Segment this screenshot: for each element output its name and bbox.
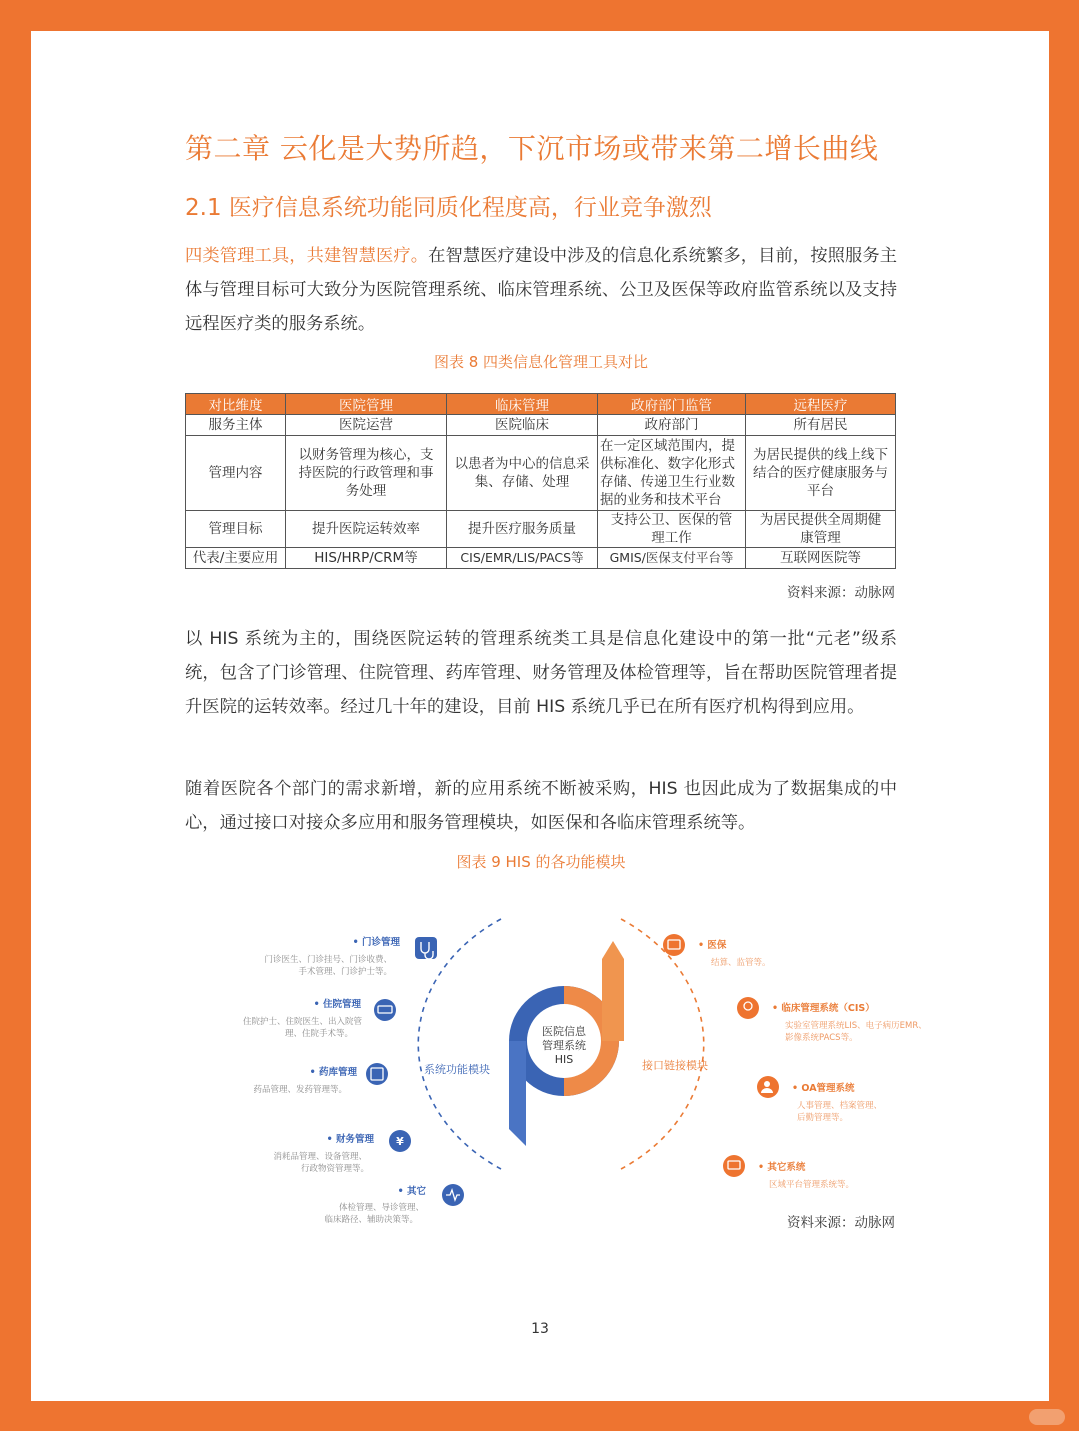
svg-text:实验室管理系统LIS、电子病历EMR、: 实验室管理系统LIS、电子病历EMR、 — [785, 1021, 927, 1031]
document-page — [31, 31, 1049, 1401]
left-item-other — [324, 1184, 464, 1225]
table-cell: 管理内容 — [186, 436, 286, 511]
table-header-cell: 对比维度 — [186, 394, 286, 415]
table-row — [186, 415, 896, 436]
table-cell: 支持公卫、医保的管理工作 — [598, 511, 746, 548]
svg-text:理、住院手术等。: 理、住院手术等。 — [284, 1029, 353, 1039]
table-row — [186, 548, 896, 569]
svg-text:区域平台管理系统等。: 区域平台管理系统等。 — [769, 1180, 855, 1190]
table-cell: HIS/HRP/CRM等 — [286, 548, 447, 569]
right-dashed-arc — [621, 919, 704, 1169]
svg-text:• 门诊管理: • 门诊管理 — [352, 937, 400, 948]
svg-text:体检管理、导诊管理、: 体检管理、导诊管理、 — [338, 1203, 424, 1213]
svg-text:手术管理、门诊护士等。: 手术管理、门诊护士等。 — [298, 967, 392, 977]
svg-text:影像系统PACS等。: 影像系统PACS等。 — [785, 1033, 858, 1043]
monitor-icon — [723, 1155, 745, 1177]
svg-text:结算、监管等。: 结算、监管等。 — [711, 958, 771, 968]
left-item-inpatient — [243, 998, 396, 1039]
center-line-2: 管理系统 — [542, 1039, 586, 1052]
svg-text:• 其它: • 其它 — [397, 1186, 426, 1197]
table-cell: 服务主体 — [186, 415, 286, 436]
table-row — [186, 511, 896, 548]
table-cell: 管理目标 — [186, 511, 286, 548]
left-item-outpatient — [264, 936, 437, 977]
table-cell: 在一定区域范围内，提供标准化、数字化形式存储、传递卫生行业数据的业务和技术平台 — [598, 436, 746, 511]
section-title: 2.1 医疗信息系统功能同质化程度高，行业竞争激烈 — [185, 195, 712, 221]
svg-text:• 财务管理: • 财务管理 — [326, 1134, 374, 1145]
figure-8-caption: 图表 8 四类信息化管理工具对比 — [433, 353, 649, 371]
paragraph-1-text: 在智慧医疗建设中涉及的信息化系统繁多，目前，按照服务主体与管理目标可大致分为医院管理系统、临床管理系统、公卫及医保等政府监管系统以及支持远程医疗类的服务系统。 — [185, 246, 897, 334]
left-module-label: 系统功能模块 — [424, 1063, 490, 1076]
svg-text:人事管理、档案管理、: 人事管理、档案管理、 — [797, 1101, 883, 1111]
paragraph-1-highlight: 四类管理工具，共建智慧医疗。 — [185, 246, 429, 266]
people-icon — [757, 1076, 779, 1098]
table-cell: 提升医院运转效率 — [286, 511, 447, 548]
svg-text:¥: ¥ — [396, 1135, 404, 1148]
right-module-label: 接口链接模块 — [642, 1059, 708, 1072]
table-cell: 所有居民 — [746, 415, 896, 436]
right-item-cis — [737, 997, 927, 1043]
paragraph-2: 以 HIS 系统为主的，围绕医院运转的管理系统类工具是信息化建设中的第一批“元老”级系统，包含了门诊管理、住院管理、药库管理、财务管理及体检管理等，旨在帮助医院管理者提升医院的运转效率。经过几十年的建设，目前 HIS 系统几乎已在所有医疗机构得到应用。 — [185, 629, 897, 717]
table-cell: 提升医疗服务质量 — [447, 511, 598, 548]
right-item-other-systems — [723, 1155, 854, 1190]
orange-tail — [602, 941, 624, 1041]
heart-monitor-icon — [442, 1184, 464, 1206]
paragraph-3: 随着医院各个部门的需求新增，新的应用系统不断被采购，HIS 也因此成为了数据集成的中心，通过接口对接众多应用和服务管理模块，如医保和各临床管理系统等。 — [185, 779, 897, 833]
hospital-bed-icon — [374, 999, 396, 1021]
svg-text:• 其它系统: • 其它系统 — [758, 1162, 806, 1173]
clinical-icon — [737, 997, 759, 1019]
table-cell: 以财务管理为核心，支持医院的行政管理和事务处理 — [286, 436, 447, 511]
svg-text:• 住院管理: • 住院管理 — [313, 999, 361, 1010]
svg-text:• OA管理系统: • OA管理系统 — [792, 1083, 855, 1094]
page-number: 13 — [531, 1321, 549, 1337]
table-cell: 医院临床 — [447, 415, 598, 436]
left-item-pharmacy — [253, 1063, 388, 1095]
table-cell: 政府部门 — [598, 415, 746, 436]
svg-text:消耗品管理、设备管理、: 消耗品管理、设备管理、 — [273, 1152, 367, 1162]
comparison-table — [185, 393, 896, 569]
paragraph-1 — [185, 239, 897, 341]
table-row — [186, 436, 896, 511]
table-cell: 代表/主要应用 — [186, 548, 286, 569]
right-item-oa — [757, 1076, 882, 1123]
table-header-cell: 远程医疗 — [746, 394, 896, 415]
table-cell: 以患者为中心的信息采集、存储、处理 — [447, 436, 598, 511]
table-header-cell: 临床管理 — [447, 394, 598, 415]
stethoscope-icon — [415, 937, 437, 959]
figure-9-source: 资料来源：动脉网 — [787, 1215, 895, 1231]
svg-text:行政物资管理等。: 行政物资管理等。 — [300, 1164, 369, 1174]
table-header-cell: 医院管理 — [286, 394, 447, 415]
figure-9-caption: 图表 9 HIS 的各功能模块 — [456, 853, 626, 871]
watermark-badge — [1029, 1409, 1065, 1425]
svg-text:门诊医生、门诊挂号、门诊收费、: 门诊医生、门诊挂号、门诊收费、 — [264, 955, 392, 965]
figure-8-source: 资料来源：动脉网 — [787, 585, 895, 601]
svg-text:临床路径、辅助决策等。: 临床路径、辅助决策等。 — [324, 1215, 418, 1225]
table-header-row — [186, 394, 896, 415]
center-line-1: 医院信息 — [542, 1025, 586, 1038]
medicine-icon — [366, 1063, 388, 1085]
insurance-card-icon — [663, 934, 685, 956]
table-cell: 互联网医院等 — [746, 548, 896, 569]
table-cell: 医院运营 — [286, 415, 447, 436]
center-line-3: HIS — [554, 1053, 574, 1066]
table-cell: 为居民提供全周期健康管理 — [746, 511, 896, 548]
svg-text:药品管理、发药管理等。: 药品管理、发药管理等。 — [253, 1085, 347, 1095]
blue-tail — [509, 1041, 526, 1146]
yuan-icon — [389, 1130, 411, 1152]
svg-text:• 临床管理系统（CIS）: • 临床管理系统（CIS） — [772, 1003, 875, 1014]
svg-text:• 医保: • 医保 — [698, 940, 727, 951]
svg-text:后勤管理等。: 后勤管理等。 — [797, 1113, 849, 1123]
table-cell: GMIS/医保支付平台等 — [598, 548, 746, 569]
table-cell: CIS/EMR/LIS/PACS等 — [447, 548, 598, 569]
svg-text:• 药库管理: • 药库管理 — [309, 1067, 357, 1078]
left-item-finance — [273, 1130, 411, 1174]
svg-text:住院护士、住院医生、出入院管: 住院护士、住院医生、出入院管 — [242, 1017, 362, 1027]
right-item-medical-insurance — [663, 934, 771, 968]
table-header-cell: 政府部门监管 — [598, 394, 746, 415]
table-cell: 为居民提供的线上线下结合的医疗健康服务与平台 — [746, 436, 896, 511]
chapter-title: 第二章 云化是大势所趋，下沉市场或带来第二增长曲线 — [185, 132, 879, 165]
